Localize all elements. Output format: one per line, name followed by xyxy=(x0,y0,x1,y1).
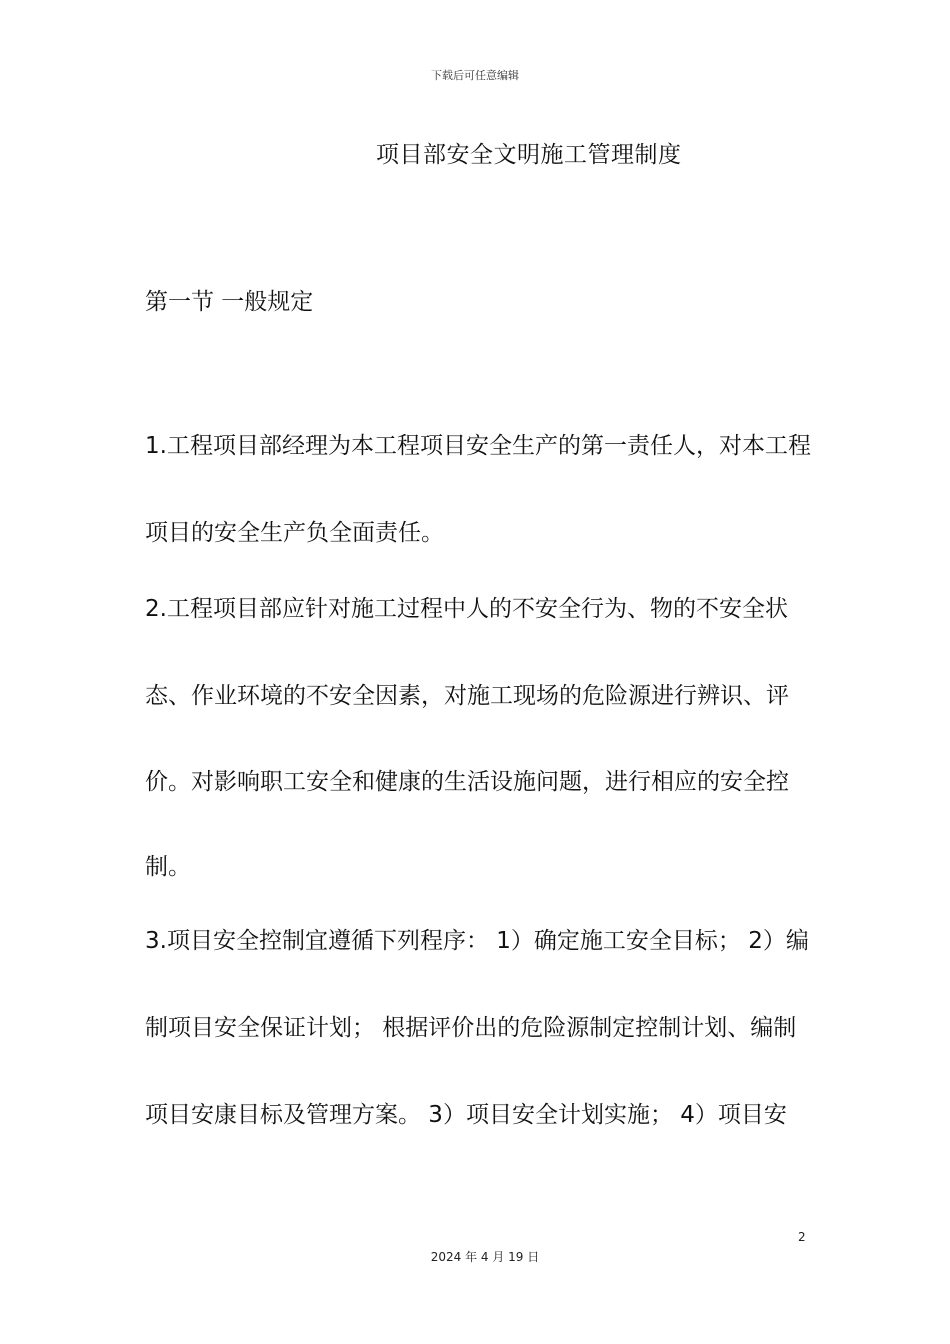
body-line: 3.项目安全控制宜遵循下列程序： 1）确定施工安全目标； 2）编 xyxy=(145,928,809,954)
body-line: 项目安康目标及管理方案。 3）项目安全计划实施； 4）项目安 xyxy=(145,1102,787,1128)
page-number: 2 xyxy=(798,1230,806,1244)
body-line: 价。对影响职工安全和健康的生活设施问题，进行相应的安全控 xyxy=(145,769,789,795)
body-line: 态、作业环境的不安全因素，对施工现场的危险源进行辨识、评 xyxy=(145,683,789,709)
header-note: 下载后可任意编辑 xyxy=(431,69,519,82)
section-heading: 第一节 一般规定 xyxy=(145,289,314,315)
body-line: 2.工程项目部应针对施工过程中人的不安全行为、物的不安全状 xyxy=(145,596,788,622)
body-line: 项目的安全生产负全面责任。 xyxy=(145,520,444,546)
body-line: 制项目安全保证计划； 根据评价出的危险源制定控制计划、编制 xyxy=(145,1015,797,1041)
footer-date: 2024 年 4 月 19 日 xyxy=(430,1250,540,1264)
document-title: 项目部安全文明施工管理制度 xyxy=(376,142,682,168)
body-line: 1.工程项目部经理为本工程项目安全生产的第一责任人，对本工程 xyxy=(145,433,811,459)
body-line: 制。 xyxy=(145,854,191,880)
